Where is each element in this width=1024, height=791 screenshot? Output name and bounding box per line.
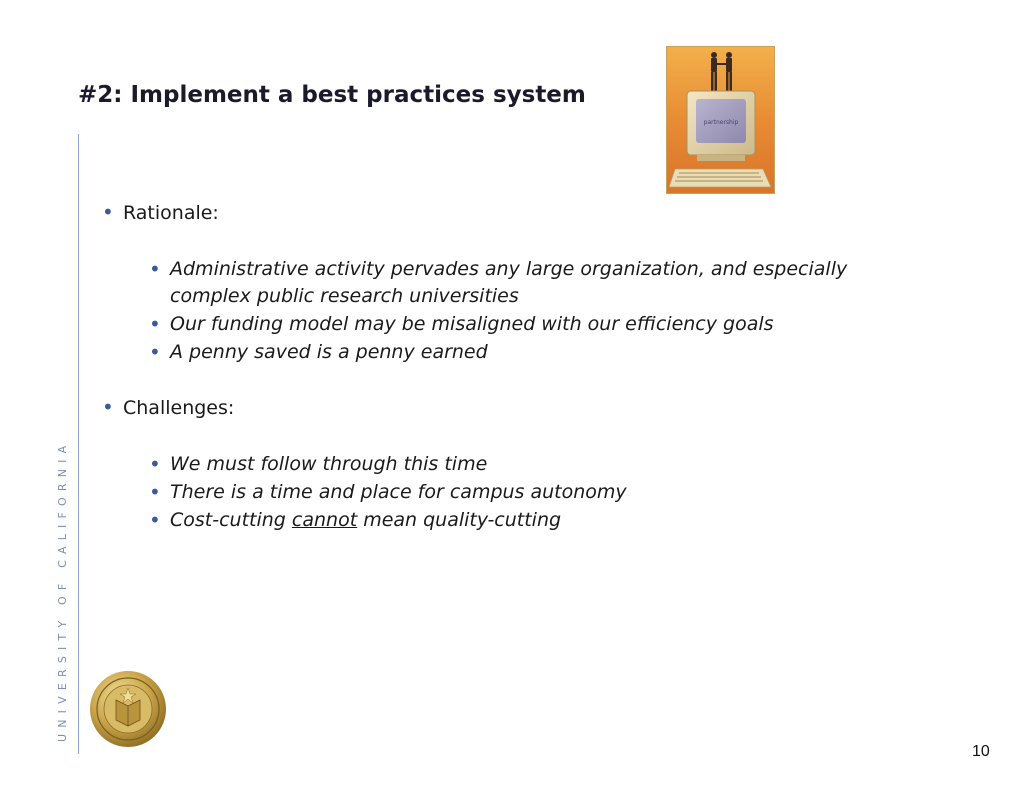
sub-bullet: [170, 256, 847, 310]
bullet-challenges: • Challenges:: [123, 397, 234, 419]
sub-bullet: [170, 507, 561, 534]
sub-bullet: • Our funding model may be misaligned with our efficiency goals: [170, 311, 774, 338]
page-number: 10: [972, 743, 990, 760]
underlined-word: cannot: [291, 509, 358, 531]
screen-text: partnership: [703, 119, 739, 126]
sub-bullet-text: Cost-cutting: [170, 509, 292, 531]
sub-bullet-text: mean quality-cutting: [357, 509, 562, 531]
slide-title: #2: Implement a best practices system: [78, 82, 586, 108]
sub-bullet-line: complex public research universities: [170, 285, 519, 307]
sub-bullet: • We must follow through this time: [170, 451, 487, 478]
bullet-rationale: • Rationale:: [123, 202, 219, 224]
sub-bullet: • A penny saved is a penny earned: [170, 339, 488, 366]
sub-bullet: • There is a time and place for campus autonomy: [170, 479, 627, 506]
partnership-computer-photo: [666, 46, 775, 194]
sub-bullet-line: • Administrative activity pervades any large organization, and especially: [170, 258, 848, 280]
university-side-text: UNIVERSITY OF CALIFORNIA: [56, 439, 69, 742]
side-rule: [78, 134, 79, 754]
university-seal-icon: [89, 670, 167, 748]
